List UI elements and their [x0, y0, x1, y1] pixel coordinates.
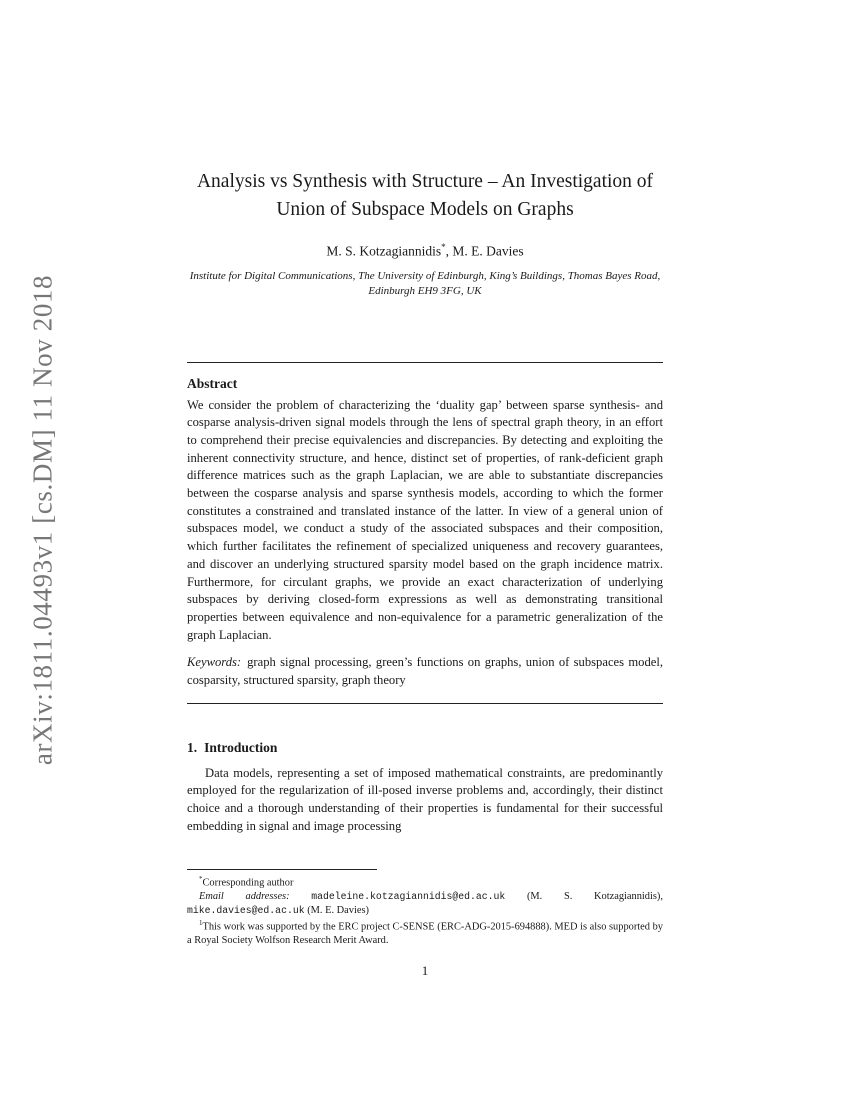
email-label: Email addresses: — [199, 891, 290, 903]
introduction-paragraph: Data models, representing a set of imposed mathematical constraints, are predominantly employed for the regularization of ill-posed inverse problems and, accordingly, their distinct choice and a thorough understanding of their properties is fundamental for their successful embedding in signal and image processing — [187, 765, 663, 833]
keywords-text: graph signal processing, green’s functions on graphs, union of subspaces model, cosparsity, structured sparsity, graph theory — [187, 655, 663, 688]
email-owner: (M. E. Davies) — [307, 904, 369, 916]
paper-page — [187, 168, 663, 836]
abstract-heading: Abstract — [187, 375, 238, 391]
keywords — [187, 654, 663, 689]
abstract-bottom-rule — [187, 703, 663, 704]
arxiv-identifier-stamp: arXiv:1811.04493v1 [cs.DM] 11 Nov 2018 — [27, 274, 58, 766]
affiliation: Institute for Digital Communications, The University of Edinburgh, King’s Buildings, Thomas Bayes Road, Edinburgh EH9 3FG, UK — [189, 269, 661, 297]
footnotes — [187, 873, 663, 948]
section-number: 1. — [187, 739, 198, 755]
section-title: Introduction — [204, 739, 278, 755]
abstract-text: We consider the problem of characterizing the ‘duality gap’ between sparse synthesis- and cosparse analysis-driven signal models through the lens of spectral graph theory, in an effort to comprehend their precise equivalencies and discrepancies. By detecting and exploiting the inherent connectivity structure, and hence, distinct set of properties, of rank-deficient graph difference matrices such as the graph Laplacian, we are able to substantiate discrepancies between the cosparse analysis and sparse synthesis models, according to which the former constitutes a constrained and translated instance of the latter. In view of a general union of subspaces model, we conduct a study of the associated subspaces and their composition, which further facilitates the refinement of specialized uniqueness and recovery guarantees, and discover an underlying structured sparsity model based on the graph incidence matrix. Furthermore, for circulant graphs, we provide an exact characterization of underlying subspaces by deriving closed-form expressions as well as demonstrating transitional properties between equivalence and non-equivalence for a parametric generalization of the graph Laplacian. — [187, 397, 663, 642]
abstract-top-rule — [187, 362, 663, 363]
paper-title: Analysis vs Synthesis with Structure – An Investigation of Union of Subspace Models on Graphs — [196, 171, 654, 220]
section-heading — [187, 740, 663, 756]
author-list — [187, 242, 663, 260]
footnote-mark: 1 — [199, 919, 203, 928]
email-owner: (M. S. Kotzagiannidis), — [526, 891, 663, 903]
footnote-corresponding — [187, 873, 663, 890]
footnote-rule — [187, 869, 377, 870]
author-name: M. E. Davies — [452, 243, 524, 259]
author-separator: , — [445, 243, 453, 259]
email-link[interactable]: mike.davies@ed.ac.uk — [187, 904, 305, 916]
footnote-mark: * — [199, 875, 203, 883]
footnote-emails — [187, 890, 663, 917]
footnote-text: This work was supported by the ERC project C-SENSE (ERC-ADG-2015-694888). MED is also supported by a Royal Society Wolfson Research Merit Award. — [187, 921, 663, 947]
footnote-text: Corresponding author — [202, 877, 294, 889]
keywords-label: Keywords: — [187, 655, 242, 670]
email-link[interactable]: madeleine.kotzagiannidis@ed.ac.uk — [311, 891, 506, 903]
author-name: M. S. Kotzagiannidis — [326, 243, 442, 259]
page-number: 1 — [421, 963, 429, 978]
footnote-funding — [187, 917, 663, 948]
corresponding-author-mark: * — [441, 242, 446, 252]
